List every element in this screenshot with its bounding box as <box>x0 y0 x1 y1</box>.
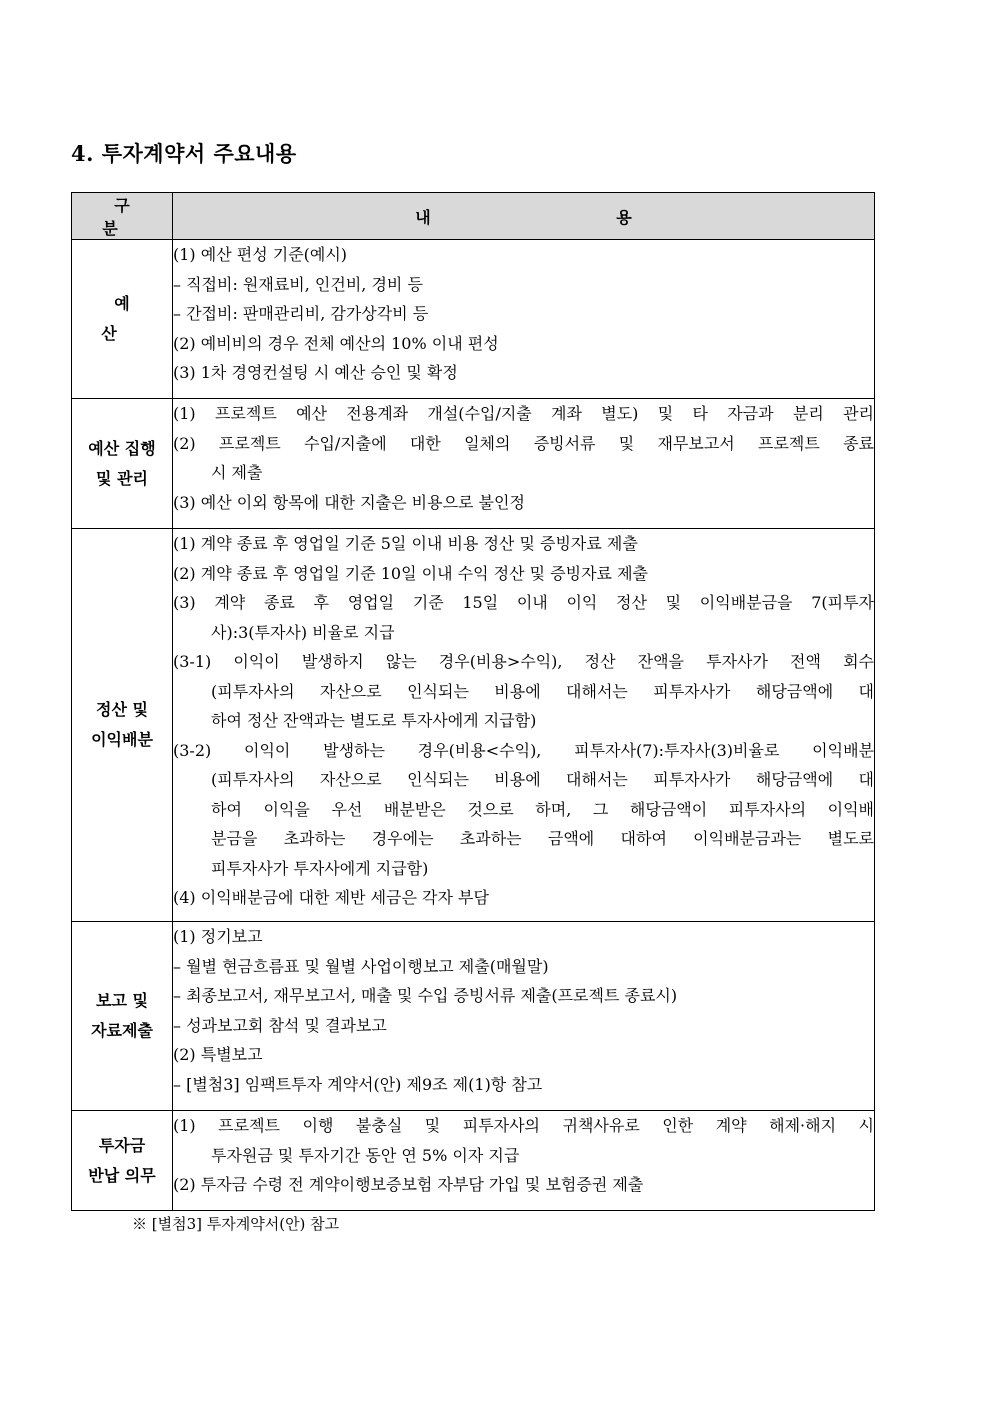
content-line: (3) 계약 종료 후 영업일 기준 15일 이내 이익 정산 및 이익배분금을 7(피투자 <box>173 593 874 612</box>
content-line: (1) 계약 종료 후 영업일 기준 5일 이내 비용 정산 및 증빙자료 제출 <box>173 534 638 553</box>
content-line: – 직접비: 원재료비, 인건비, 경비 등 <box>173 274 423 294</box>
row-content <box>173 529 875 922</box>
content-line: 하여 이익을 우선 배분받은 것으로 하며, 그 해당금액이 피투자사의 이익배 <box>211 799 874 819</box>
content-line: (3-1) 이익이 발생하지 않는 경우(비용>수익), 정산 잔액을 투자사가 전액 회수 <box>173 652 874 671</box>
row-category: 예 산 <box>72 240 173 399</box>
row-content <box>173 922 875 1111</box>
table-row-reporting <box>72 922 875 1111</box>
table-header-row <box>72 193 875 240</box>
table-row-refund-obligation <box>72 1111 875 1211</box>
content-line: 분금을 초과하는 경우에는 초과하는 금액에 대하여 이익배분금과는 별도로 <box>211 829 874 848</box>
content-line: – 간접비: 판매관리비, 감가상각비 등 <box>173 304 429 323</box>
content-line: (4) 이익배분금에 대한 제반 세금은 각자 부담 <box>173 888 489 907</box>
content-line: – 월별 현금흐름표 및 월별 사업이행보고 제출(매월말) <box>173 956 549 976</box>
content-line: (2) 투자금 수령 전 계약이행보증보험 자부담 가입 및 보험증권 제출 <box>173 1175 644 1194</box>
content-line: 하여 정산 잔액과는 별도로 투자사에게 지급함) <box>211 711 537 730</box>
contract-summary-table <box>71 192 875 1211</box>
content-line: (2) 예비비의 경우 전체 예산의 10% 이내 편성 <box>173 333 499 353</box>
row-content <box>173 240 875 399</box>
content-line: (2) 특별보고 <box>173 1045 263 1064</box>
content-line: (1) 프로젝트 이행 불충실 및 피투자사의 귀책사유로 인한 계약 해제·해지 시 <box>173 1116 874 1135</box>
content-line: (1) 예산 편성 기준(예시) <box>173 245 348 264</box>
table-row-budget-execution <box>72 399 875 529</box>
row-category: 투자금 반납 의무 <box>72 1111 173 1211</box>
content-line: (피투자사의 자산으로 인식되는 비용에 대해서는 피투자사가 해당금액에 대 <box>211 681 874 701</box>
row-category: 정산 및 이익배분 <box>72 529 173 922</box>
content-line: 사):3(투자사) 비율로 지급 <box>211 622 395 642</box>
row-content <box>173 1111 875 1211</box>
content-line: (2) 계약 종료 후 영업일 기준 10일 이내 수익 정산 및 증빙자료 제출 <box>173 563 648 583</box>
row-category: 예산 집행 및 관리 <box>72 399 173 529</box>
content-line: (3) 예산 이외 항목에 대한 지출은 비용으로 불인정 <box>173 492 525 512</box>
header-content: 내 용 <box>173 193 875 240</box>
row-content <box>173 399 875 529</box>
content-line: 투자원금 및 투자기간 동안 연 5% 이자 지급 <box>211 1145 520 1165</box>
table-row-budget <box>72 240 875 399</box>
footnote: ※ [별첨3] 투자계약서(안) 참고 <box>132 1215 340 1233</box>
content-line: (1) 정기보고 <box>173 927 263 946</box>
section-heading: 4. 투자계약서 주요내용 <box>71 141 297 166</box>
content-line: (3) 1차 경영컨설팅 시 예산 승인 및 확정 <box>173 363 458 382</box>
content-line: (피투자사의 자산으로 인식되는 비용에 대해서는 피투자사가 해당금액에 대 <box>211 770 874 789</box>
header-category: 구 분 <box>72 193 173 240</box>
content-line: (2) 프로젝트 수입/지출에 대한 일체의 증빙서류 및 재무보고서 프로젝트 종료 <box>173 433 874 453</box>
content-line: (3-2) 이익이 발생하는 경우(비용<수익), 피투자사(7):투자사(3)비율로 이익배분 <box>173 740 874 760</box>
content-line: – 성과보고회 참석 및 결과보고 <box>173 1015 387 1035</box>
content-line: – [별첨3] 임팩트투자 계약서(안) 제9조 제(1)항 참고 <box>173 1074 543 1094</box>
table-row-settlement <box>72 529 875 922</box>
content-line: 시 제출 <box>211 463 263 482</box>
content-line: 피투자사가 투자사에게 지급함) <box>211 858 429 878</box>
row-category: 보고 및 자료제출 <box>72 922 173 1111</box>
content-line: (1) 프로젝트 예산 전용계좌 개설(수입/지출 계좌 별도) 및 타 자금과 분리 관리 <box>173 404 874 423</box>
content-line: – 최종보고서, 재무보고서, 매출 및 수입 증빙서류 제출(프로젝트 종료시) <box>173 986 678 1005</box>
